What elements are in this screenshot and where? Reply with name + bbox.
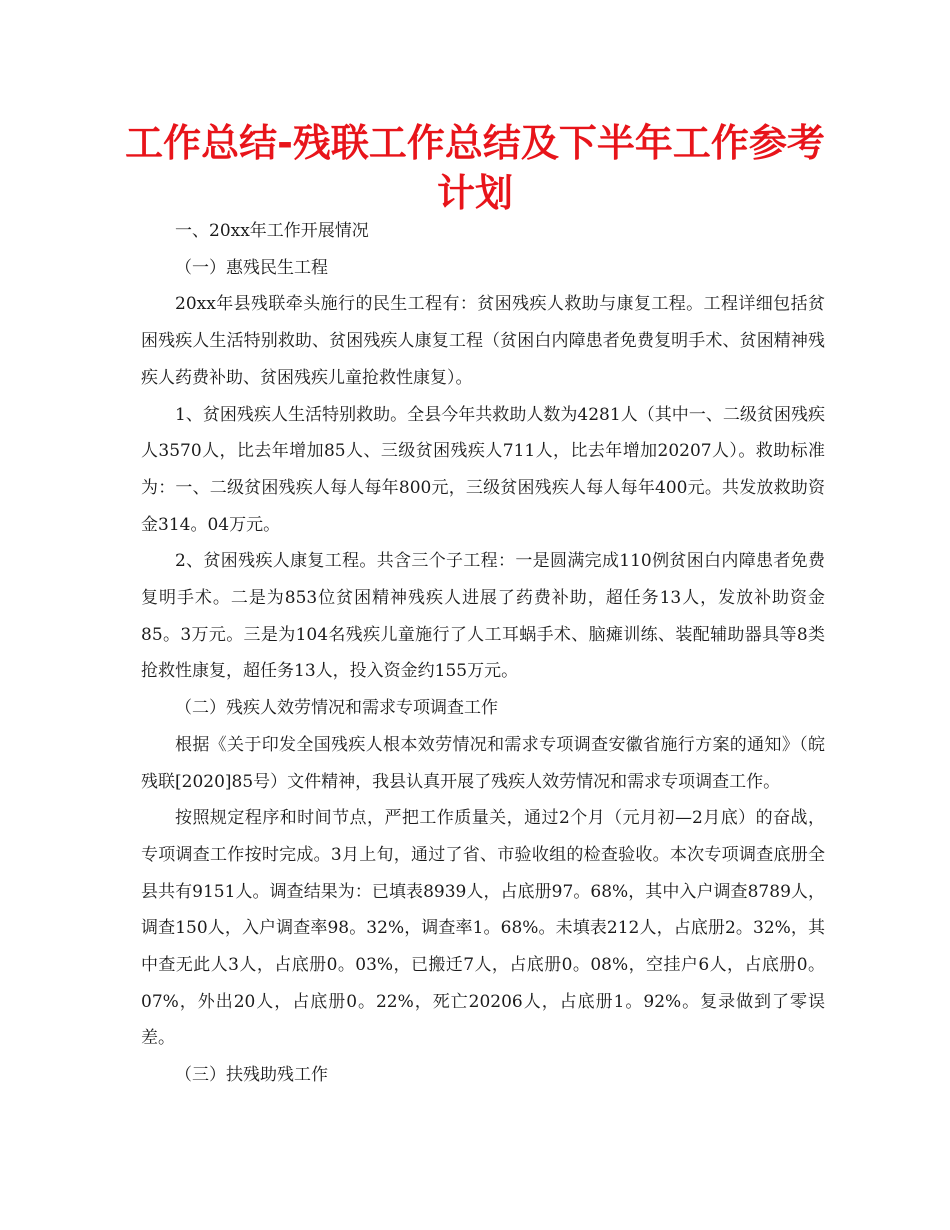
subsection-heading-2: （二）残疾人效劳情况和需求专项调查工作 [175, 698, 498, 719]
section-heading-1: 一、20xx年工作开展情况 [175, 221, 369, 241]
subsection-heading-3: （三）扶残助残工作 [175, 1065, 328, 1086]
document-body [141, 213, 825, 1094]
paragraph-survey-basis: 根据《关于印发全国残疾人根本效劳情况和需求专项调查安徽省施行方案的通知》（皖残联[2020]85号）文件精神，我县认真开展了残疾人效劳情况和需求专项调查工作。 [141, 734, 825, 792]
paragraph-intro: 20xx年县残联牵头施行的民生工程有：贫困残疾人救助与康复工程。工程详细包括贫困残疾人生活特别救助、贫困残疾人康复工程（贫困白内障患者免费复明手术、贫困精神残疾人药费补助、贫困残疾儿童抢救性康复）。 [141, 294, 825, 388]
paragraph-item-2: 2、贫困残疾人康复工程。共含三个子工程：一是圆满完成110例贫困白内障患者免费复明手术。二是为853位贫困精神残疾人进展了药费补助，超任务13人，发放补助资金85。3万元。三是为104名残疾儿童施行了人工耳蜗手术、脑瘫训练、装配辅助器具等8类抢救性康复，超任务13人，投入资金约155万元。 [141, 551, 825, 682]
document-title: 工作总结-残联工作总结及下半年工作参考计划 [125, 121, 825, 215]
paragraph-survey-results: 按照规定程序和时间节点，严把工作质量关，通过2个月（元月初—2月底）的奋战，专项调查工作按时完成。3月上旬，通过了省、市验收组的检查验收。本次专项调查底册全县共有9151人。调查结果为：已填表8939人，占底册97。68%，其中入户调查8789人，调查150人，入户调查率98。32%，调查率1。68%。未填表212人，占底册2。32%，其中查无此人3人，占底册0。03%，已搬迁7人，占底册0。08%，空挂户6人，占底册0。07%，外出20人，占底册0。22%，死亡20206人，占底册1。92%。复录做到了零误差。 [141, 808, 825, 1049]
subsection-heading-1: （一）惠残民生工程 [175, 257, 328, 278]
paragraph-item-1: 1、贫困残疾人生活特别救助。全县今年共救助人数为4281人（其中一、二级贫困残疾人3570人，比去年增加85人、三级贫困残疾人711人，比去年增加20207人）。救助标准为：一、二级贫困残疾人每人每年800元，三级贫困残疾人每人每年400元。共发放救助资金314。04万元。 [141, 404, 825, 535]
